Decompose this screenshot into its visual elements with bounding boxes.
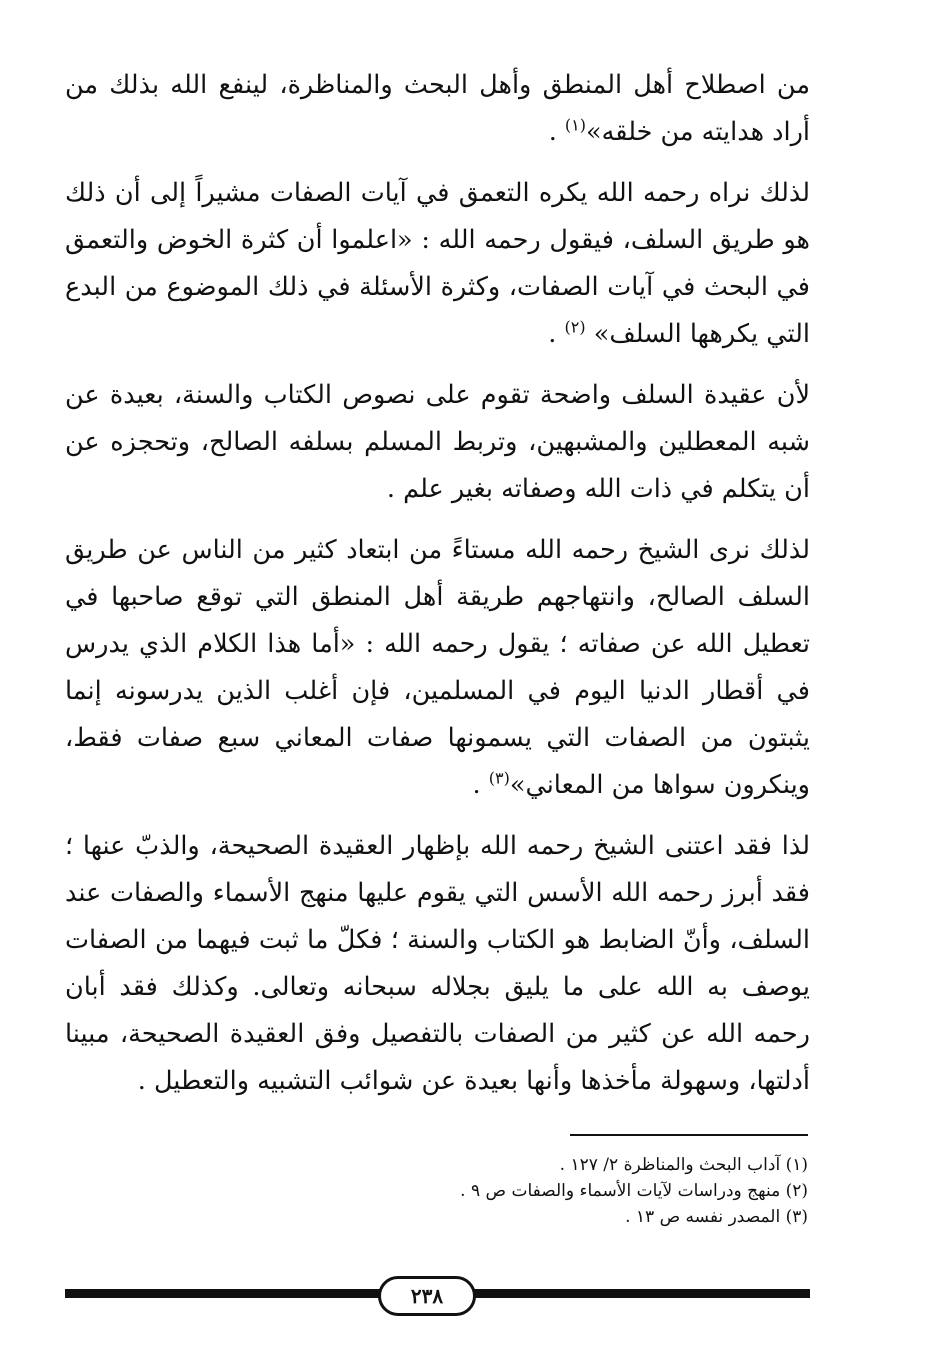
paragraph-2 [65, 170, 810, 358]
footnotes [370, 1152, 808, 1230]
footnote-separator [570, 1134, 808, 1136]
paragraph-1-tail: . [548, 117, 565, 147]
footnote-ref-1[interactable]: (١) [564, 115, 587, 135]
paragraph-4 [65, 527, 810, 809]
footnote-ref-3[interactable]: (٣) [488, 768, 510, 788]
paragraph-4-tail: . [472, 770, 489, 800]
paragraph-5 [65, 823, 810, 1105]
footnote-2: (٢) منهج ودراسات لآيات الأسماء والصفات ص ٩ . [460, 1181, 808, 1201]
paragraph-1-text: من اصطلاح أهل المنطق وأهل البحث والمناظرة، لينفع الله بذلك من أراد هدايته من خلقه» [65, 70, 810, 147]
paragraph-2-tail: . [548, 319, 565, 349]
paragraph-1 [65, 62, 810, 156]
paragraph-4-text: لذلك نرى الشيخ رحمه الله مستاءً من ابتعاد كثير من الناس عن طريق السلف الصالح، وانتهاجهم طريقة أهل المنطق التي توقع صاحبها في تعطيل الله عن صفاته ؛ يقول رحمه الله : «أما هذا الكلام الذي يدرس في أقطار الدنيا اليوم في المسلمين، فإن أغلب الذين يدرسونه إنما يثبتون من الصفات التي يسمونها صفات المعاني سبع صفات فقط، وينكرون سواها من المعاني» [65, 535, 810, 800]
paragraph-5-text: لذا فقد اعتنى الشيخ رحمه الله بإظهار العقيدة الصحيحة، والذبّ عنها ؛ فقد أبرز رحمه الله الأسس التي يقوم عليها منهج الأسماء والصفات عند السلف، وأنّ الضابط هو الكتاب والسنة ؛ فكلّ ما ثبت فيهما من الصفات يوصف به الله على ما يليق بجلاله سبحانه وتعالى. وكذلك فقد أبان رحمه الله عن كثير من الصفات بالتفصيل وفق العقيدة الصحيحة، مبينا أدلتها، وسهولة مأخذها وأنها بعيدة عن شوائب التشبيه والتعطيل . [65, 831, 810, 1096]
footnote-1: (١) آداب البحث والمناظرة ٢/ ١٢٧ . [559, 1155, 808, 1175]
paragraph-2-text: لذلك نراه رحمه الله يكره التعمق في آيات الصفات مشيراً إلى أن ذلك هو طريق السلف، فيقول رحمه الله : «اعلموا أن كثرة الخوض والتعمق في البحث في آيات الصفات، وكثرة الأسئلة في ذلك الموضوع من البدع التي يكرهها السلف» [65, 178, 810, 349]
footnote-ref-2[interactable]: (٢) [564, 317, 586, 337]
page-body [65, 62, 810, 1119]
paragraph-3 [65, 372, 810, 513]
page-number: ٢٣٨ [378, 1276, 476, 1316]
footnote-3: (٣) المصدر نفسه ص ١٣ . [625, 1207, 808, 1227]
paragraph-3-text: لأن عقيدة السلف واضحة تقوم على نصوص الكتاب والسنة، بعيدة عن شبه المعطلين والمشبهين، وتربط المسلم بسلفه الصالح، وتحجزه عن أن يتكلم في ذات الله وصفاته بغير علم . [65, 380, 810, 504]
